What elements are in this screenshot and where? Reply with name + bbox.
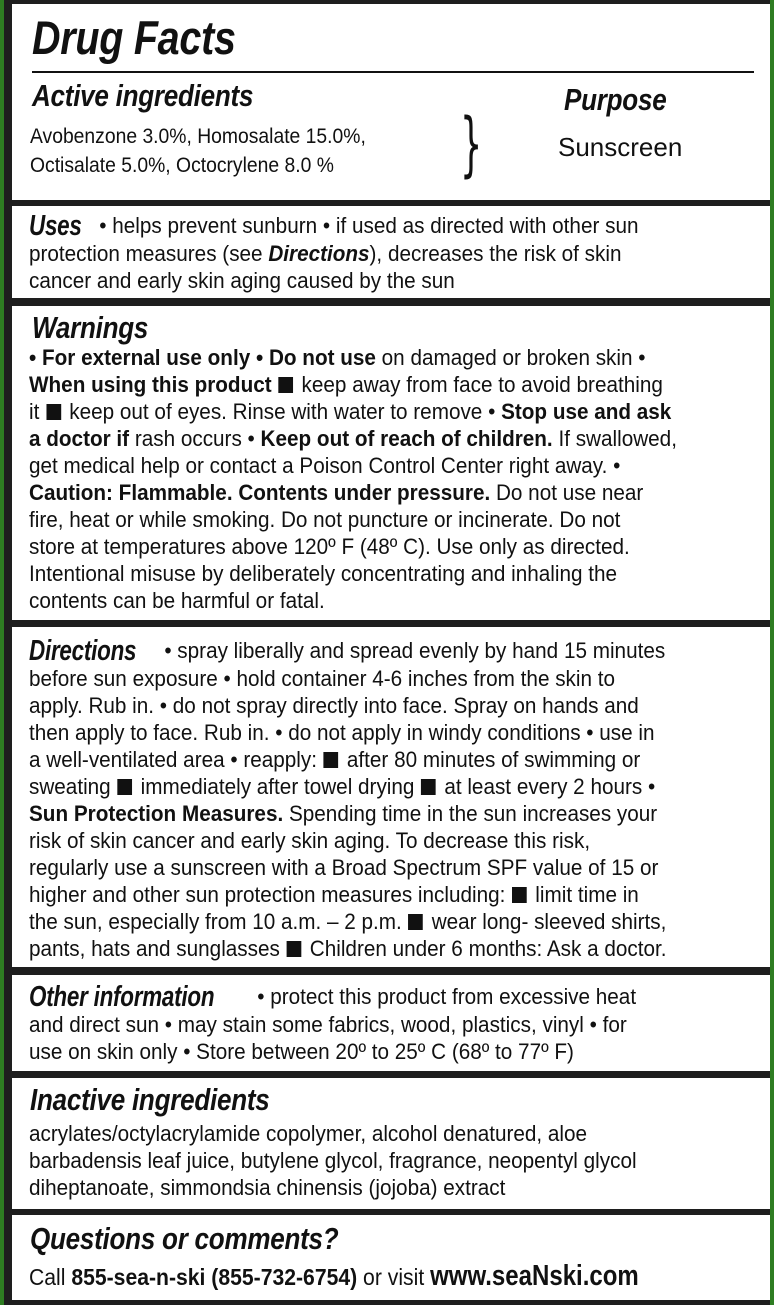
uses-text: Uses • helps prevent sunburn • if used as directed with other sun protection measures (see Directions), decreases the risk of skin cancer and early skin aging caused by the sun: [29, 210, 639, 293]
bullet-square: [421, 779, 436, 795]
drug-facts-title: Drug Facts: [32, 11, 236, 64]
directions-panel: [12, 627, 770, 967]
purpose-heading: Purpose: [564, 82, 667, 117]
title-rule: [32, 71, 754, 73]
other-information-heading: Other information: [29, 981, 215, 1013]
other-information-text: Other information • protect this product from excessive heat and direct sun • may stain some fabrics, wood, plastics, vinyl • for use on skin only • Store between 20º to 25º C (68º to 77º F): [29, 981, 637, 1064]
inactive-ingredients-panel: [12, 1078, 770, 1209]
uses-heading: Uses: [29, 210, 82, 242]
directions-reference: Directions: [268, 241, 370, 266]
bullet-square: [408, 914, 423, 930]
active-ingredients-panel: [12, 4, 770, 200]
inactive-ingredients-text: acrylates/octylacrylamide copolymer, alcohol denatured, aloe barbadensis leaf juice, butylene glycol, fragrance, neopentyl glycol diheptanoate, simmondsia chinensis (jojoba) extract: [29, 1121, 637, 1200]
bullet-square: [46, 404, 61, 420]
directions-text: Directions • spray liberally and spread evenly by hand 15 minutes before sun exposure • hold container 4-6 inches from the skin to apply. Rub in. • do not spray directly into face. Spray on hands and then apply to face. Rub in. • do not apply in windy conditions • use in a well-ventilated area • reapply: after 80 minutes of swimming or sweating immediately after towel drying at least every 2 hours • Sun Protection Measures. Spending time in the sun increases your risk of skin cancer and early skin aging. To decrease this risk, regularly use a sunscreen with a Broad Spectrum SPF value of 15 or higher and other sun protection measures including: limit time in the sun, especially from 10 a.m. – 2 p.m. wear long- sleeved shirts, pants, hats and sunglasses Children under 6 months: Ask a doctor.: [29, 635, 667, 961]
questions-heading: Questions or comments?: [30, 1221, 339, 1256]
phone-number[interactable]: 855-sea-n-ski (855-732-6754): [71, 1264, 358, 1290]
uses-panel: [12, 206, 770, 298]
bullet-square: [117, 779, 132, 795]
bullet-square: [324, 752, 339, 768]
brace-symbol: }: [460, 103, 483, 185]
other-information-panel: [12, 975, 770, 1071]
bullet-square: [278, 377, 293, 393]
bullet-square: [287, 941, 302, 957]
active-line-2: Octisalate 5.0%, Octocrylene 8.0 %: [30, 154, 334, 177]
warnings-heading: Warnings: [32, 310, 149, 345]
purpose-value: Sunscreen: [558, 132, 683, 162]
active-ingredients-heading: Active ingredients: [32, 78, 254, 113]
questions-panel: [12, 1215, 770, 1300]
warnings-panel: [12, 306, 770, 620]
warnings-text: • For external use only • Do not use on damaged or broken skin • When using this product keep away from face to avoid breathing it keep out of eyes. Rinse with water to remove • Stop use and ask a doctor if rash occurs • Keep out of reach of children. If swallowed, get medical help or contact a Poison Control Center right away. • Caution: Flammable. Contents under pressure. Do not use near fire, heat or while smoking. Do not puncture or incinerate. Do not store at temperatures above 120º F (48º C). Use only as directed. Intentional misuse by deliberately concentrating and inhaling the contents can be harmful or fatal.: [29, 345, 677, 613]
active-ingredients-list: [30, 122, 395, 180]
website-link[interactable]: www.seaNski.com: [430, 1260, 639, 1292]
active-line-1: Avobenzone 3.0%, Homosalate 15.0%,: [30, 125, 366, 148]
inactive-ingredients-heading: Inactive ingredients: [30, 1082, 270, 1117]
questions-contact: Call 855-sea-n-ski (855-732-6754) or visit www.seaNski.com: [29, 1260, 639, 1292]
bullet-square: [512, 887, 527, 903]
directions-heading: Directions: [29, 635, 137, 667]
